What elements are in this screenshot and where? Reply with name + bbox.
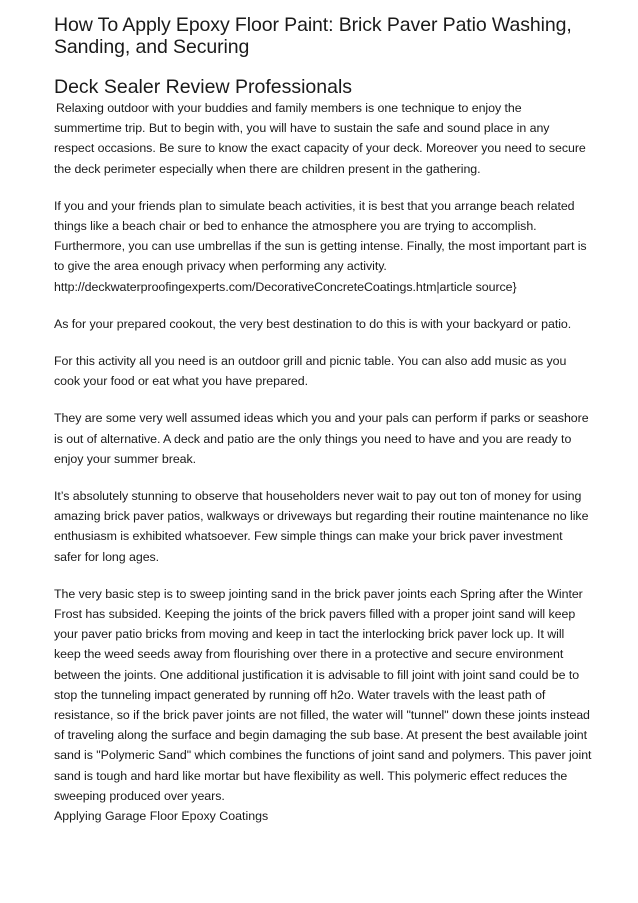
paragraph-relaxing-outdoor: Relaxing outdoor with your buddies and family members is one technique to enjoy the summertime trip. But to begin with, you will have to sustain the safe and sound place in any respect occasions. Be sure to know the exact capacity of your deck. Moreover you need to secure the deck perimeter especially when there are children present in the gathering. <box>54 101 586 176</box>
footer-heading: Applying Garage Floor Epoxy Coatings <box>54 809 269 824</box>
paragraph-ideas: They are some very well assumed ideas which you and your pals can perform if parks or seashore is out of alternative. A deck and patio are the only things you need to have and you are ready to enjoy your summer break. <box>54 411 589 466</box>
paragraph-brick-paver: It’s absolutely stunning to observe that householders never wait to pay out ton of money for using amazing brick paver patios, walkways or driveways but regarding their routine maintenance no like enthusiasm is exhibited whatsoever. Few simple things can make your brick paver investment safer for long ages. <box>54 489 589 564</box>
paragraph-grill: For this activity all you need is an outdoor grill and picnic table. You can also add music as you cook your food or eat what you have prepared. <box>54 354 567 389</box>
document-title: How To Apply Epoxy Floor Paint: Brick Paver Patio Washing, Sanding, and Securing <box>54 14 572 58</box>
paragraph-beach-activities <box>54 196 592 297</box>
paragraph-joint-sand: The very basic step is to sweep jointing sand in the brick paver joints each Spring after the Winter Frost has subsided. Keeping the joints of the brick pavers filled with a proper joint sand will keep your paver patio bricks from moving and keep in tact the interlocking brick paver lock up. It will keep the weed seeds away from flourishing over there in a protective and secure environment between the joints. One additional justification it is advisable to fill joint with joint sand could be to stop the tunneling impact generated by running off h2o. Water travels with the least path of resistance, so if the brick paver joints are not filled, the water will "tunnel" down these joints instead of traveling along the surface and begin damaging the sub base. At present the best available joint sand is "Polymeric Sand" which combines the functions of joint sand and polymers. This paver joint sand is tough and hard like mortar but have flexibility as well. This polymeric effect reduces the sweeping produced over years. <box>54 586 592 803</box>
paragraph-cookout: As for your prepared cookout, the very best destination to do this is with your backyard or patio. <box>54 316 572 331</box>
paragraph-beach-activities-text: If you and your friends plan to simulate beach activities, it is best that you arrange beach related things like a beach chair or bed to enhance the atmosphere you are trying to accomplish. Furthermore, you can use umbrellas if the sun is getting intense. Finally, the most important part is to give the area enough privacy when performing any activity. <box>54 198 587 274</box>
source-link[interactable]: http://deckwaterproofingexperts.com/DecorativeConcreteCoatings.htm|article source} <box>54 279 517 294</box>
document-subtitle: Deck Sealer Review Professionals <box>54 76 353 98</box>
document-page <box>54 14 592 826</box>
